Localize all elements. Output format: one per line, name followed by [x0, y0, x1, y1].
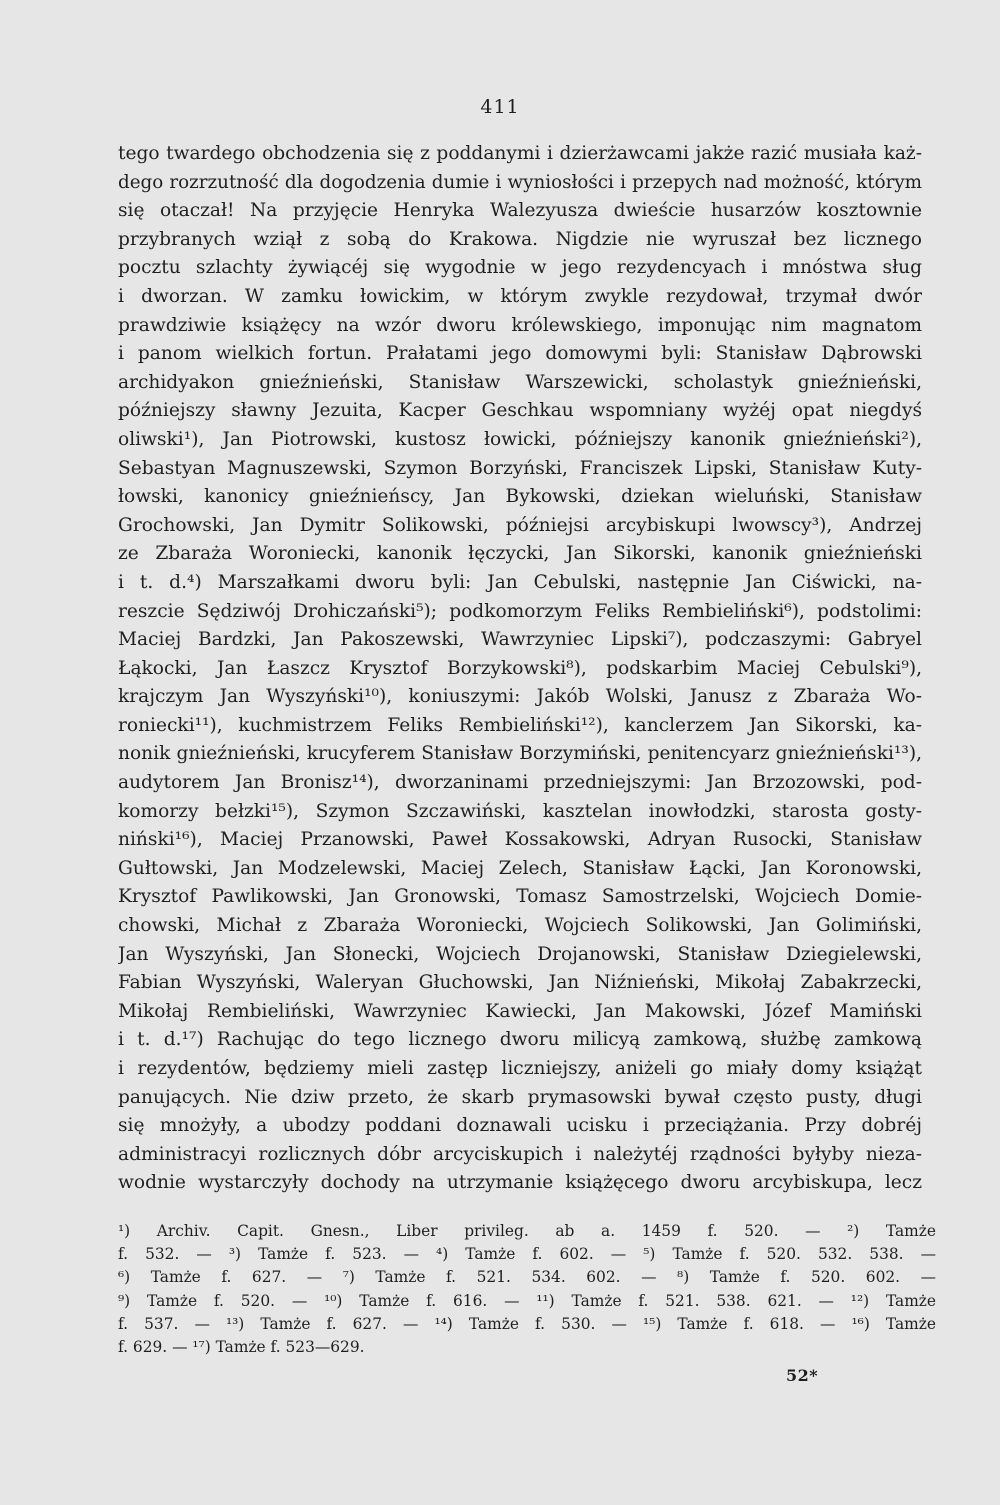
body-line: i panom wielkich fortun. Prałatami jego domowymi byli: Stanisław Dąbrowski	[118, 343, 922, 365]
body-line: krajczym Jan Wyszyński¹⁰), koniuszymi: Jakób Wolski, Janusz z Zbaraża Wo-	[118, 686, 922, 708]
footnote-line: ¹) Archiv. Capit. Gnesn., Liber privileg. ab a. 1459 f. 520. — ²) Tamże	[118, 1222, 936, 1240]
body-line: się otaczał! Na przyjęcie Henryka Walezyusza dwieście husarzów kosztownie	[118, 200, 922, 222]
body-line: Grochowski, Jan Dymitr Solikowski, późniejsi arcybiskupi lwowscy³), Andrzej	[118, 514, 922, 536]
body-line: późniejszy sławny Jezuita, Kacper Geschkau wspomniany wyżéj opat niegdyś	[118, 400, 922, 422]
body-line: roniecki¹¹), kuchmistrzem Feliks Rembieliński¹²), kanclerzem Jan Sikorski, ka-	[118, 714, 922, 736]
body-line: oliwski¹), Jan Piotrowski, kustosz łowicki, późniejszy kanonik gnieźnieński²),	[118, 428, 922, 450]
body-line: przybranych wziął z sobą do Krakowa. Nigdzie nie wyruszał bez licznego	[118, 228, 922, 250]
body-line: ze Zbaraża Woroniecki, kanonik łęczycki, Jan Sikorski, kanonik gnieźnieński	[118, 543, 922, 565]
body-text	[118, 140, 922, 1198]
body-line: komorzy bełzki¹⁵), Szymon Szczawiński, kasztelan inowłodzki, starosta gosty-	[118, 800, 922, 822]
body-line: pocztu szlachty żywiącéj się wygodnie w jego rezydencyach i mnóstwa sług	[118, 257, 922, 279]
body-line: nonik gnieźnieński, krucyferem Stanisław Borzymiński, penitencyarz gnieźnieński¹³),	[118, 743, 922, 765]
body-line: niński¹⁶), Maciej Przanowski, Paweł Kossakowski, Adryan Rusocki, Stanisław	[118, 829, 922, 851]
body-line: łowski, kanonicy gnieźnieńscy, Jan Bykowski, dziekan wieluński, Stanisław	[118, 486, 922, 508]
body-line: się mnożyły, a ubodzy poddani doznawali ucisku i przeciążania. Przy dobréj	[118, 1115, 922, 1137]
body-line: wodnie wystarczyły dochody na utrzymanie książęcego dworu arcybiskupa, lecz	[118, 1172, 922, 1194]
body-line: i t. d.¹⁷) Rachując do tego licznego dworu milicyą zamkową, służbę zamkową	[118, 1029, 922, 1051]
body-line: i t. d.⁴) Marszałkami dworu byli: Jan Cebulski, następnie Jan Ciświcki, na-	[118, 571, 922, 593]
body-line: Gułtowski, Jan Modzelewski, Maciej Zelech, Stanisław Łącki, Jan Koronowski,	[118, 857, 922, 879]
body-line: Krysztof Pawlikowski, Jan Gronowski, Tomasz Samostrzelski, Wojciech Domie-	[118, 886, 922, 908]
footnote-line: f. 629. — ¹⁷) Tamże f. 523—629.	[118, 1337, 365, 1356]
body-line: archidyakon gnieźnieński, Stanisław Warszewicki, scholastyk gnieźnieński,	[118, 371, 922, 393]
printer-signature: 52*	[786, 1366, 819, 1385]
footnote-line: ⁹) Tamże f. 520. — ¹⁰) Tamże f. 616. — ¹¹) Tamże f. 521. 538. 621. — ¹²) Tamże	[118, 1291, 936, 1310]
body-line: Mikołaj Rembieliński, Wawrzyniec Kawiecki, Jan Makowski, Józef Mamiński	[118, 1000, 922, 1022]
body-line: i rezydentów, będziemy mieli zastęp liczniejszy, aniżeli go miały domy książąt	[118, 1058, 922, 1079]
body-line: audytorem Jan Bronisz¹⁴), dworzaninami przedniejszymi: Jan Brzozowski, pod-	[118, 772, 922, 794]
page-number: 411	[480, 96, 520, 118]
body-line: administracyi rozlicznych dóbr arcyciskupich i należytéj rządności byłyby nieza-	[118, 1143, 922, 1165]
body-line: Maciej Bardzki, Jan Pakoszewski, Wawrzyniec Lipski⁷), podczaszymi: Gabryel	[118, 629, 922, 651]
body-line: dego rozrzutność dla dogodzenia dumie i wyniosłości i przepych nad możność, którym	[118, 171, 922, 193]
body-line: chowski, Michał z Zbaraża Woroniecki, Wojciech Solikowski, Jan Golimiński,	[118, 915, 922, 937]
footnote-line: f. 532. — ³) Tamże f. 523. — ⁴) Tamże f. 602. — ⁵) Tamże f. 520. 532. 538. —	[118, 1245, 936, 1264]
body-line: Sebastyan Magnuszewski, Szymon Borzyński, Franciszek Lipski, Stanisław Kuty-	[118, 457, 922, 479]
body-line: Łąkocki, Jan Łaszcz Krysztof Borzykowski⁸), podskarbim Maciej Cebulski⁹),	[118, 657, 922, 679]
body-line: tego twardego obchodzenia się z poddanymi i dzierżawcami jakże razić musiała każ-	[118, 143, 922, 164]
footnote-line: f. 537. — ¹³) Tamże f. 627. — ¹⁴) Tamże f. 530. — ¹⁵) Tamże f. 618. — ¹⁶) Tamże	[118, 1314, 936, 1333]
footnote-line: ⁶) Tamże f. 627. — ⁷) Tamże f. 521. 534. 602. — ⁸) Tamże f. 520. 602. —	[118, 1268, 936, 1287]
footnotes	[118, 1220, 936, 1359]
body-line: prawdziwie książęcy na wzór dworu królewskiego, imponując nim magnatom	[118, 314, 922, 336]
body-line: Fabian Wyszyński, Waleryan Głuchowski, Jan Niźnieński, Mikołaj Zabakrzecki,	[118, 972, 922, 994]
body-line: Jan Wyszyński, Jan Słonecki, Wojciech Drojanowski, Stanisław Dziegielewski,	[118, 943, 922, 965]
body-line: i dworzan. W zamku łowickim, w którym zwykle rezydował, trzymał dwór	[118, 285, 922, 307]
body-line: reszcie Sędziwój Drohiczański⁵); podkomorzym Feliks Rembieliński⁶), podstolimi:	[118, 600, 922, 622]
body-line: panujących. Nie dziw przeto, że skarb prymasowski bywał często pusty, długi	[118, 1086, 922, 1108]
